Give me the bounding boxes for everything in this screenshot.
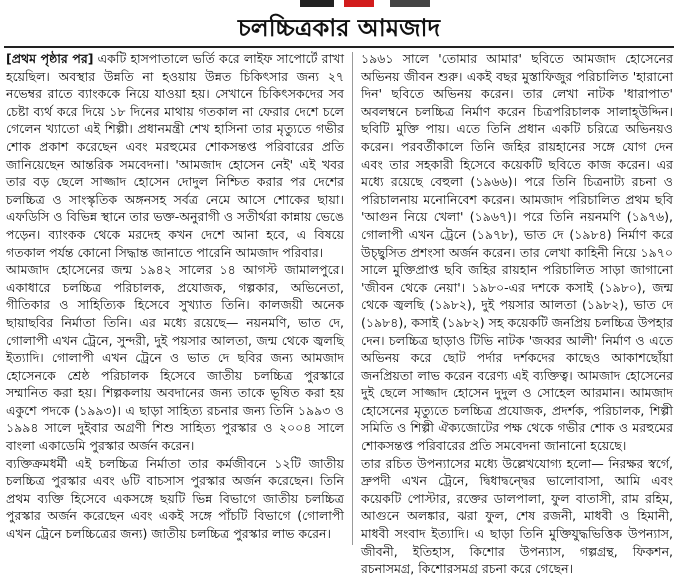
article-headline: চলচ্চিত্রকার আমজাদ <box>237 14 441 42</box>
masthead-block <box>390 0 430 7</box>
continuation-label: [প্রথম পৃষ্ঠার পর] <box>6 51 94 66</box>
article-column-right <box>361 50 673 577</box>
headline-rule <box>4 46 674 48</box>
masthead-logo-block <box>344 0 374 7</box>
column-divider <box>352 52 353 545</box>
article-paragraph: ব্যক্তিক্রমধর্মী এই চলচ্চিত্র নির্মাতা তার কর্মজীবনে ১২টি জাতীয় চলচ্চিত্র পুরস্কার এবং ৬টি বাচসাস পুরস্কার অর্জন করেছেন। তিনি প্রথম ব্যক্তি হিসেবে একসঙ্গে ছয়টি ভিন্ন বিভাগে জাতীয় চলচ্চিত্র পুরস্কার অর্জন করেছেন এবং একই সঙ্গে পাঁচটি বিভাগে (গোলাপী এখন ট্রেনে চলচ্চিত্রের জন্য) জাতীয় চলচ্চিত্র পুরস্কার লাভ করেন। <box>6 455 344 542</box>
article-paragraph: আমজাদ হোসেনের জন্ম ১৯৪২ সালের ১৪ আগস্ট জামালপুরে। একাধারে চলচ্চিত্র পরিচালক, প্রযোজক, গল্পকার, অভিনেতা, গীতিকার ও সাহিত্যিক হিসেবে সুখ্যাত তিনি। কালজয়ী অনেক ছায়াছবির নির্মাতা তিনি। এর মধ্যে রয়েছে— নয়নমণি, ভাত দে, গোলাপী এখন ট্রেনে, সুন্দরী, দুই পয়সার আলতা, জন্ম থেকে জ্বলছি ইত্যাদি। গোলাপী এখন ট্রেনে ও ভাত দে ছবির জন্য আমজাদ হোসেনকে শ্রেষ্ঠ পরিচালক হিসেবে জাতীয় চলচ্চিত্র পুরস্কারে সম্মানিত করা হয়। শিল্পকলায় অবদানের জন্য তাকে ভূষিত করা হয় একুশে পদকে (১৯৯৩)। এ ছাড়া সাহিত্য রচনার জন্য তিনি ১৯৯৩ ও ১৯৯৪ সালে দুইবার অগ্রণী শিশু সাহিত্য পুরস্কার ও ২০০৪ সালে বাংলা একাডেমি পুরস্কার অর্জন করেন। <box>6 262 344 454</box>
masthead-block <box>300 0 334 7</box>
article-column-left <box>6 50 344 545</box>
article-paragraph: তার রচিত উপন্যাসের মধ্যে উল্লেখযোগ্য হলো— নিরক্ষর স্বর্গে, দ্রুপদী এখন ট্রেনে, দ্বিধাদ্বন্দ্বের ভালোবাসা, আমি এবং কয়েকটি পোস্টার, রক্তের ডালপালা, ফুল বাতাসী, রাম রহিম, আগুনে অলঙ্কার, ঝরা ফুল, শেষ রজনী, মাধবী ও হিমানী, মাধবী সংবাদ ইত্যাদি। এ ছাড়া তিনি মুক্তিযুদ্ধভিত্তিক উপন্যাস, জীবনী, ইতিহাস, কিশোর উপন্যাস, গল্পগ্রন্থ, ফিকশন, রচনাসমগ্র, কিশোরসমগ্র রচনা করে গেছেন। <box>361 455 673 577</box>
paragraph-text: একটি হাসপাতালে ভর্তি করে লাইফ সাপোর্টে রাখা হয়েছিল। অবস্থার উন্নতি না হওয়ায় উন্নত চিকিৎসার জন্য ২৭ নভেম্বর রাতে ব্যাংককে নিয়ে যাওয়া হয়। সেখানে চিকিৎসকদের সব চেষ্টা ব্যর্থ করে দিয়ে ১৮ দিনের মাথায় গতকাল না ফেরার দেশে চলে গেলেন খ্যাতাে এই শিল্পী। প্রধানমন্ত্রী শেখ হাসিনা তার মৃত্যুতে গভীর শোক প্রকাশ করেছেন এবং মরহুমের শোকসন্তপ্ত পরিবারের প্রতি জানিয়েছেন আন্তরিক সমবেদনা। 'আমজাদ হোসেন নেই' এই খবর তার বড় ছেলে সাজ্জাদ হোসেন দোদুল নিশ্চিত করার পর দেশের চলচ্চিত্র ও সাংস্কৃতিক অঙ্গনসহ সর্বত্র নেমে আসে শোকের ছায়া। এফডিসি ও বিভিন্ন স্থানে তার ভক্ত-অনুরাগী ও সতীর্থরা কান্নায় ভেঙে পড়েন। ব্যাংকক থেকে মরদেহ কখন দেশে আনা হবে, এ বিষয়ে গতকাল পর্যন্ত কোনো সিদ্ধান্ত জানাতে পারেনি আমজাদ পরিবার। <box>6 51 344 260</box>
masthead-strip <box>0 0 678 8</box>
article-paragraph: ১৯৬১ সালে 'তোমার আমার' ছবিতে আমজাদ হোসেনের অভিনয় জীবন শুরু। একই বছর মুস্তাফিজুর পরিচালিত 'হারানো দিন' ছবিতে অভিনয় করেন। তার লেখা নাটক 'ধারাপাত' অবলম্বনে চলচ্চিত্র নির্মাণ করেন চিত্রপরিচালক সালাহ্উদ্দিন। ছবিটি মুক্তি পায়। এতে তিনি প্রধান একটি চরিত্রে অভিনয়ও করেন। পরবর্তীকালে তিনি জহির রায়হানের সঙ্গে যোগ দেন এবং তার সহকারী হিসেবে কয়েকটি ছবিতে কাজ করেন। এর মধ্যে রয়েছে বেহুলা (১৯৬৬)। পরে তিনি চিত্রনাট্য রচনা ও পরিচালনায় মনোনিবেশ করেন। আমজাদ পরিচালিত প্রথম ছবি 'আগুন নিয়ে খেলা' (১৯৬৭)। পরে তিনি নয়নমণি (১৯৭৬), গোলাপী এখন ট্রেনে (১৯৭৮), ভাত দে (১৯৮৪) নির্মাণ করে উচ্ছ্বসিত প্রশংসা অর্জন করেন। তার লেখা কাহিনী নিয়ে ১৯৭০ সালে মুক্তিপ্রাপ্ত ছবি জহির রায়হান পরিচালিত সাড়া জাগানো 'জীবন থেকে নেয়া'। ১৯৮০-এর দশকে কসাই (১৯৮০), জন্ম থেকে জ্বলছি (১৯৮২), দুই পয়সার আলতা (১৯৮২), ভাত দে (১৯৮৪), কসাই (১৯৮২) সহ কয়েকটি জনপ্রিয় চলচ্চিত্র উপহার দেন। চলচ্চিত্র ছাড়াও টিভি নাটক 'জব্বর আলী' নির্মাণ ও এতে অভিনয় করে ছোট পর্দার দর্শকদের কাছেও আকাশছোঁয়া জনপ্রিয়তা লাভ করেন বরেণ্য এই ব্যক্তিত্ব। আমজাদ হোসেনের দুই ছেলে সাজ্জাদ হোসেন দুদুল ও সোহেল আরমান। আমজাদ হোসেনের মৃত্যুতে চলচ্চিত্র প্রযোজক, প্রদর্শক, পরিচালক, শিল্পী সমিতি ও শিল্পী ঐক্যজোটের পক্ষ থেকে গভীর শোক ও মরহুমের শোকসন্তপ্ত পরিবারের প্রতি সমবেদনা জানানো হয়েছে। <box>361 51 673 454</box>
article-paragraph <box>6 50 344 261</box>
